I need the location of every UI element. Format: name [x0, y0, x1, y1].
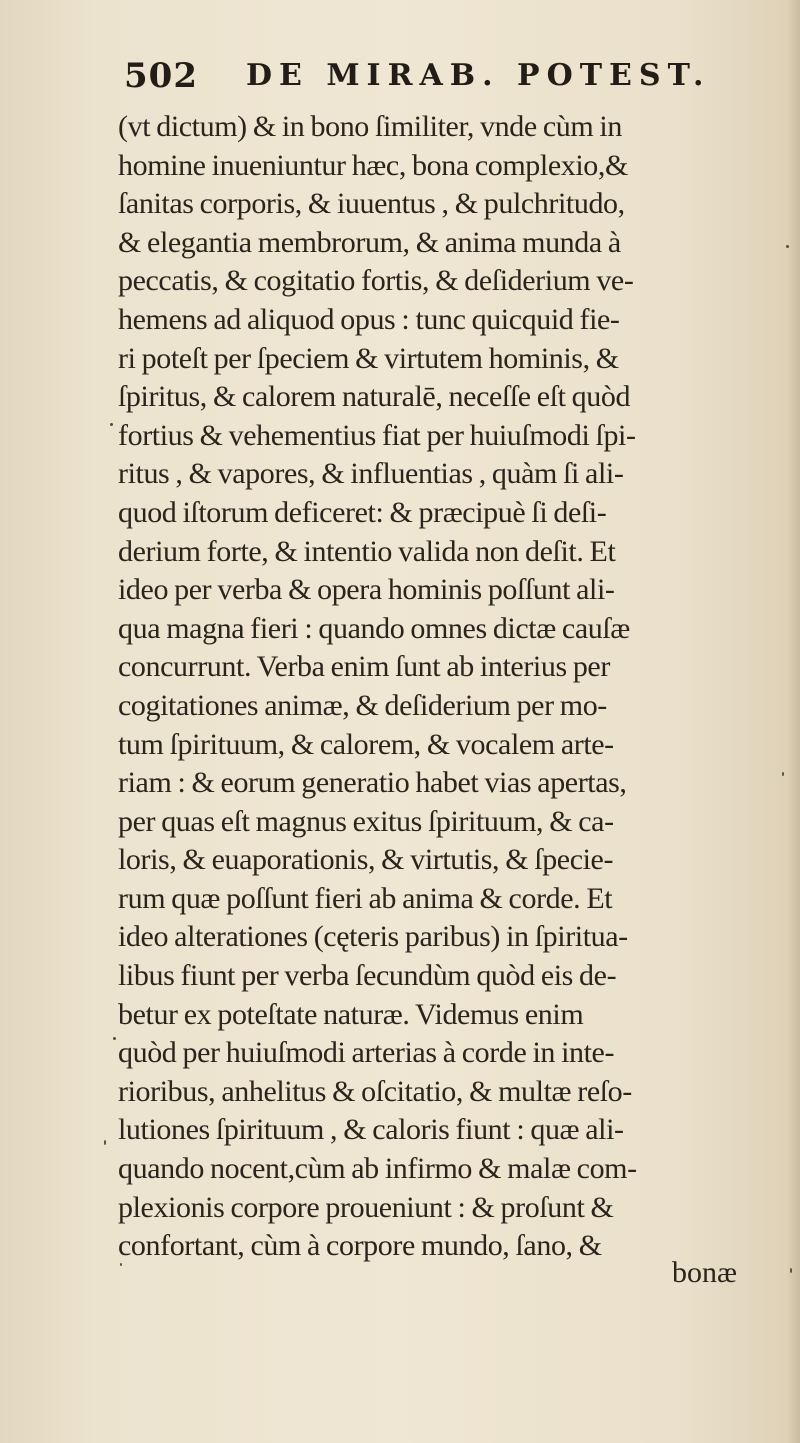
text-line: ritus , & vapores, & influentias , quàm ſi ali- [118, 457, 624, 491]
ink-speck [790, 1268, 792, 1273]
text-line: qua magna fieri : quando omnes dictæ cauſæ [118, 611, 630, 645]
ink-speck [110, 423, 113, 426]
page-header [124, 56, 724, 106]
ink-speck [113, 1037, 116, 1040]
text-line: derium forte, & intentio valida non deſit. Et [118, 534, 616, 568]
text-line: fortius & vehementius fiat per huiuſmodi ſpi- [118, 418, 636, 452]
text-line: quod iſtorum deficeret: & præcipuè ſi deſi- [118, 495, 607, 529]
text-line: ri poteſt per ſpeciem & virtutem hominis, & [118, 341, 619, 375]
text-line: ideo per verba & opera hominis poſſunt ali- [118, 573, 615, 607]
text-line: per quas eſt magnus exitus ſpirituum, & ca- [118, 804, 614, 838]
page-number: 502 [124, 56, 198, 96]
text-line: ſanitas corporis, & iuuentus , & pulchritudo, [118, 187, 625, 221]
text-line: betur ex poteſtate naturæ. Videmus enim [118, 997, 584, 1031]
text-line: libus fiunt per verba ſecundùm quòd eis de- [118, 959, 617, 993]
text-line: plexionis corpore proueniunt : & proſunt & [118, 1190, 614, 1224]
text-line: (vt dictum) & in bono ſimiliter, vnde cùm in [118, 110, 622, 143]
ink-speck [782, 772, 784, 776]
text-line: riam : & eorum generatio habet vias apertas, [118, 766, 627, 800]
text-line: peccatis, & cogitatio fortis, & deſiderium ve- [118, 264, 634, 298]
text-line: cogitationes animæ, & deſiderium per mo- [118, 688, 607, 722]
text-line: rum quæ poſſunt fieri ab anima & corde. Et [118, 881, 613, 915]
text-line: tum ſpirituum, & calorem, & vocalem arte- [118, 727, 614, 761]
text-line: rioribus, anhelitus & oſcitatio, & multæ reſo- [118, 1074, 632, 1108]
catchword: bonæ [672, 1256, 738, 1289]
text-line: & elegantia membrorum, & anima munda à [118, 225, 621, 259]
text-line: ideo alterationes (cęteris paribus) in ſpiritua- [118, 920, 628, 954]
running-head: DE MIRAB. POTEST. [246, 58, 711, 93]
body-text [118, 108, 798, 1266]
text-line: concurrunt. Verba enim ſunt ab interius per [118, 650, 610, 684]
ink-speck [786, 245, 789, 248]
text-line: hemens ad aliquod opus : tunc quicquid fie- [118, 302, 620, 336]
text-line: quando nocent,cùm ab infirmo & malæ com- [118, 1152, 637, 1186]
text-line: ſpiritus, & calorem naturalē, neceſſe eſt quòd [118, 380, 631, 414]
ink-speck [104, 1140, 106, 1145]
text-line: confortant, cùm à corpore mundo, ſano, & [118, 1229, 602, 1263]
text-line: loris, & euaporationis, & virtutis, & ſpecie- [118, 843, 614, 877]
ink-speck [120, 1263, 122, 1266]
text-line: homine inueniuntur hæc, bona complexio,& [118, 148, 628, 182]
text-line: quòd per huiuſmodi arterias à corde in inte- [118, 1036, 615, 1070]
text-line: lutiones ſpirituum , & caloris fiunt : quæ ali- [118, 1113, 624, 1147]
